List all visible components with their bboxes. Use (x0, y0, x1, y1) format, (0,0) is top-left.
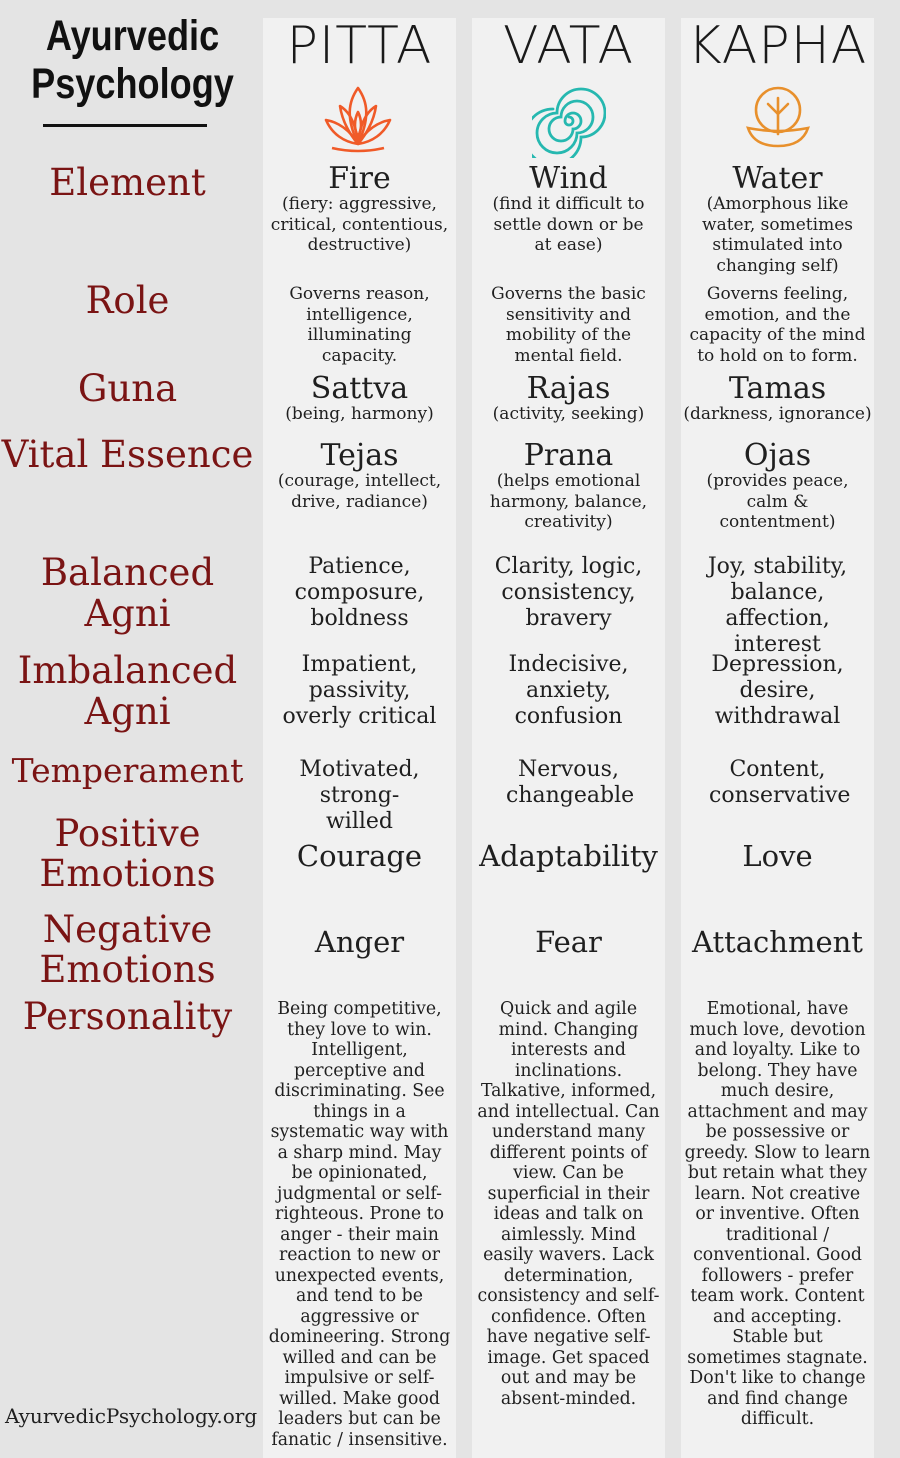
label-balanced-agni: Balanced Agni (40, 551, 215, 635)
header-vata: VATA (502, 16, 635, 76)
cell-kapha-element: Water (Amorphous like water, sometimes stimulated into changing self) (702, 161, 853, 276)
label-role: Role (85, 279, 170, 322)
cell-kapha-balanced-agni: Joy, stability, balance, affection, interest (707, 554, 848, 657)
cell-pitta-imbalanced-agni: Impatient, passivity, overly critical (282, 652, 437, 729)
label-personality: Personality (22, 995, 233, 1038)
cell-pitta-guna: Sattva (being, harmony) (285, 371, 434, 424)
cell-vata-role: Governs the basic sensitivity and mobility of the mental field. (491, 284, 646, 366)
cell-vata-guna: Rajas (activity, seeking) (492, 371, 645, 424)
tree-bowl-icon (740, 84, 816, 154)
cell-vata-negative-emotions: Fear (535, 925, 602, 959)
label-temperament: Temperament (11, 751, 244, 790)
cell-kapha-vital-essence: Ojas (provides peace, calm & contentment) (706, 438, 849, 532)
lotus-flame-icon (320, 84, 396, 156)
header-kapha: KAPHA (687, 16, 868, 76)
cell-vata-positive-emotions: Adaptability (479, 839, 658, 873)
label-vital-essence: Vital Essence (1, 433, 254, 476)
cell-kapha-negative-emotions: Attachment (692, 925, 863, 959)
cell-pitta-positive-emotions: Courage (296, 839, 423, 873)
cell-pitta-balanced-agni: Patience, composure, boldness (294, 554, 425, 631)
page-title: Ayurvedic Psychology (31, 12, 234, 108)
cell-kapha-imbalanced-agni: Depression, desire, withdrawal (711, 652, 844, 729)
footer-website: AyurvedicPsychology.org (5, 1404, 258, 1428)
cell-kapha-role: Governs feeling, emotion, and the capacity of the mind to hold on to form. (689, 284, 866, 366)
cell-pitta-temperament: Motivated, strong-willed (299, 757, 420, 834)
cell-vata-balanced-agni: Clarity, logic, consistency, bravery (494, 554, 643, 631)
cell-pitta-vital-essence: Tejas (courage, intellect, drive, radiance) (277, 438, 442, 512)
cell-vata-personality: Quick and agile mind. Changing interests and inclinations. Talkative, informed, and intellectual. Can understand many different points of view. Can be superficial in their ideas and talk on aimlessly. Mind easily wavers. Lack determination, consistency and self-confidence. Often have negative self-image. Get spaced out and may be absent-minded. (477, 999, 660, 1409)
label-guna: Guna (77, 367, 178, 410)
cell-pitta-role: Governs reason, intelligence, illuminating capacity. (289, 284, 430, 366)
cell-kapha-guna: Tamas (darkness, ignorance) (683, 371, 872, 424)
cell-kapha-personality: Emotional, have much love, devotion and loyalty. Like to belong. They have much desire, attachment and may be possessive or greedy. Slow to learn but retain what they learn. Not creative or inventive. Often traditional / conventional. Good followers - prefer team work. Content and accepting. Stable but sometimes stagnate. Don't like to change and find change difficult. (684, 999, 871, 1429)
cell-vata-imbalanced-agni: Indecisive, anxiety, confusion (508, 652, 629, 729)
cell-vata-vital-essence: Prana (helps emotional harmony, balance, creativity) (489, 438, 648, 532)
spiral-icon (532, 84, 606, 158)
label-imbalanced-agni: Imbalanced Agni (17, 649, 238, 733)
cell-pitta-negative-emotions: Anger (314, 925, 405, 959)
cell-pitta-personality: Being competitive, they love to win. Intelligent, perceptive and discriminating. See things in a systematic way with a sharp mind. May be opinionated, judgmental or self-righteous. Prone to anger - their main reaction to new or unexpected events, and tend to be aggressive or domineering. Strong willed and can be impulsive or self-willed. Make good leaders but can be fanatic / insensitive. (268, 999, 451, 1450)
cell-pitta-element: Fire (fiery: aggressive, critical, contentious, destructive) (270, 161, 449, 255)
label-element: Element (49, 161, 206, 204)
cell-kapha-temperament: Content, conservative (709, 757, 851, 808)
cell-vata-temperament: Nervous, changeable (506, 757, 635, 808)
label-positive-emotions: Positive Emotions (39, 812, 216, 895)
title-underline (43, 124, 207, 127)
cell-vata-element: Wind (find it difficult to settle down or be at ease) (492, 161, 645, 255)
label-negative-emotions: Negative Emotions (39, 908, 216, 991)
header-pitta: PITTA (286, 16, 433, 76)
cell-kapha-positive-emotions: Love (742, 839, 813, 873)
